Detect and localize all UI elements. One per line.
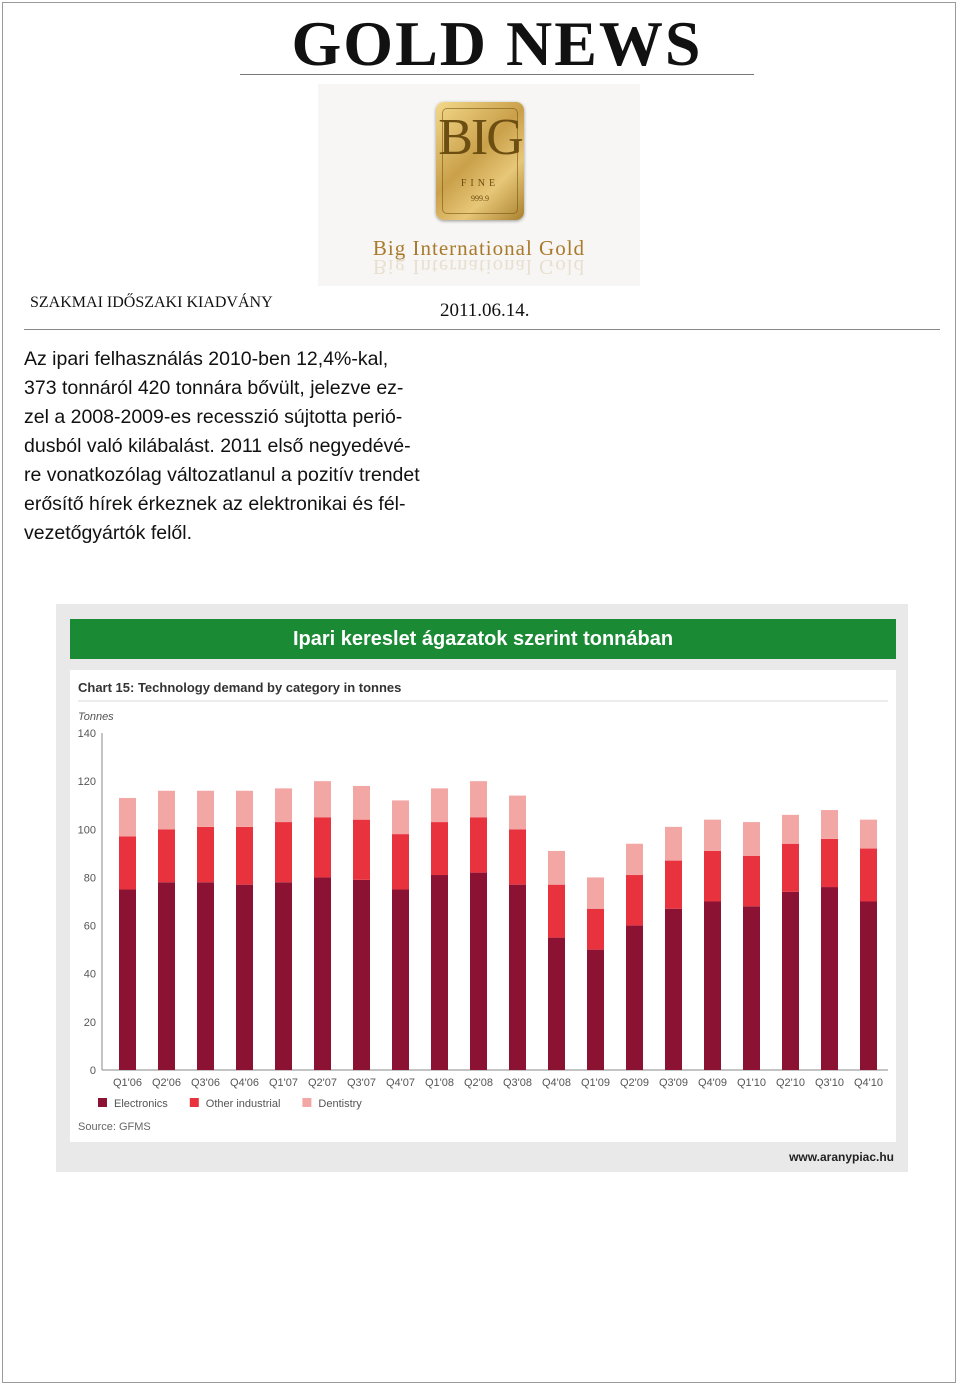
x-tick-label: Q1'06 bbox=[112, 1077, 143, 1089]
legend-swatch bbox=[98, 1098, 107, 1107]
bar-segment-other-industrial bbox=[470, 817, 487, 872]
y-tick-label: 80 bbox=[83, 872, 96, 885]
bar-segment-electronics bbox=[821, 887, 838, 1070]
article-line: erősítő hírek érkeznek az elektronikai és fél- bbox=[24, 493, 406, 515]
bar-segment-electronics bbox=[392, 889, 409, 1070]
bar-segment-electronics bbox=[353, 880, 370, 1070]
x-tick-label: Q2'09 bbox=[619, 1077, 650, 1089]
bar-segment-dentistry bbox=[548, 851, 565, 885]
chart-source: Source: GFMS bbox=[78, 1121, 151, 1133]
x-tick-label: Q2'07 bbox=[307, 1077, 338, 1089]
legend-swatch bbox=[190, 1098, 199, 1107]
bar-segment-electronics bbox=[626, 926, 643, 1070]
x-tick-label: Q3'08 bbox=[502, 1077, 533, 1089]
y-tick-label: 40 bbox=[83, 968, 96, 981]
bar-segment-other-industrial bbox=[743, 856, 760, 907]
masthead-title: GOLD NEWS bbox=[291, 8, 703, 79]
y-tick-label: 60 bbox=[83, 920, 96, 933]
bar-segment-other-industrial bbox=[236, 827, 253, 885]
x-tick-label: Q3'06 bbox=[190, 1077, 221, 1089]
bar-segment-other-industrial bbox=[626, 875, 643, 926]
bar-segment-electronics bbox=[275, 882, 292, 1070]
bar-segment-other-industrial bbox=[275, 822, 292, 882]
bar-segment-dentistry bbox=[275, 788, 292, 822]
article-line: dusból való kilábalást. 2011 első negyedévé- bbox=[24, 435, 411, 457]
bar-segment-electronics bbox=[548, 938, 565, 1070]
gold-bar-purity: 999.9 bbox=[471, 194, 489, 203]
bar-segment-other-industrial bbox=[509, 829, 526, 884]
x-tick-label: Q3'10 bbox=[814, 1077, 845, 1089]
bar-segment-dentistry bbox=[353, 786, 370, 820]
publication-label: SZAKMAI IDŐSZAKI KIADVÁNY bbox=[30, 294, 273, 311]
bar-segment-dentistry bbox=[314, 781, 331, 817]
bar-segment-other-industrial bbox=[782, 844, 799, 892]
brand-name-reflection: Big International Gold bbox=[372, 255, 586, 279]
y-tick-label: 140 bbox=[77, 728, 96, 740]
legend-label: Dentistry bbox=[318, 1098, 362, 1110]
bar-segment-electronics bbox=[782, 892, 799, 1070]
publication-date: 2011.06.14. bbox=[440, 300, 530, 321]
y-axis-label: Tonnes bbox=[78, 711, 114, 723]
bar-segment-electronics bbox=[509, 885, 526, 1070]
x-tick-label: Q3'09 bbox=[658, 1077, 689, 1089]
x-tick-label: Q1'10 bbox=[736, 1077, 767, 1089]
x-tick-label: Q4'06 bbox=[229, 1077, 260, 1089]
gold-bar-fine: FINE bbox=[460, 178, 500, 189]
brand-name: Big International Gold bbox=[372, 236, 586, 260]
bar-segment-dentistry bbox=[509, 796, 526, 830]
bar-segment-dentistry bbox=[587, 877, 604, 908]
bar-segment-other-industrial bbox=[587, 909, 604, 950]
bar-segment-dentistry bbox=[743, 822, 760, 856]
x-tick-label: Q2'08 bbox=[463, 1077, 494, 1089]
x-tick-label: Q1'08 bbox=[424, 1077, 455, 1089]
bar-segment-other-industrial bbox=[392, 834, 409, 889]
x-tick-label: Q2'10 bbox=[775, 1077, 806, 1089]
bar-segment-other-industrial bbox=[821, 839, 838, 887]
bar-segment-electronics bbox=[158, 882, 175, 1070]
bar-segment-other-industrial bbox=[704, 851, 721, 902]
x-tick-label: Q4'09 bbox=[697, 1077, 728, 1089]
bar-segment-electronics bbox=[704, 902, 721, 1071]
bar-segment-other-industrial bbox=[665, 861, 682, 909]
x-tick-label: Q3'07 bbox=[346, 1077, 377, 1089]
big-international-gold-logo bbox=[318, 84, 640, 286]
bar-segment-dentistry bbox=[821, 810, 838, 839]
bar-segment-electronics bbox=[665, 909, 682, 1070]
bar-segment-dentistry bbox=[626, 844, 643, 875]
bar-segment-electronics bbox=[236, 885, 253, 1070]
article-line: zel a 2008-2009-es recesszió sújtotta perió- bbox=[24, 406, 403, 428]
bar-segment-other-industrial bbox=[314, 817, 331, 877]
header-rule bbox=[24, 329, 940, 330]
bar-segment-dentistry bbox=[158, 791, 175, 830]
bar-segment-dentistry bbox=[236, 791, 253, 827]
legend-label: Electronics bbox=[114, 1098, 168, 1110]
bar-segment-electronics bbox=[470, 873, 487, 1070]
bar-segment-other-industrial bbox=[353, 820, 370, 880]
bar-segment-electronics bbox=[743, 906, 760, 1070]
bar-segment-other-industrial bbox=[860, 849, 877, 902]
x-tick-label: Q4'07 bbox=[385, 1077, 416, 1089]
bar-segment-dentistry bbox=[665, 827, 682, 861]
x-tick-label: Q1'09 bbox=[580, 1077, 611, 1089]
x-tick-label: Q4'08 bbox=[541, 1077, 572, 1089]
chart-panel bbox=[70, 670, 896, 1142]
bar-segment-dentistry bbox=[431, 788, 448, 822]
x-tick-label: Q4'10 bbox=[853, 1077, 884, 1089]
masthead-rule bbox=[240, 74, 754, 75]
bar-segment-electronics bbox=[197, 882, 214, 1070]
bar-segment-dentistry bbox=[782, 815, 799, 844]
y-tick-label: 0 bbox=[89, 1065, 96, 1077]
bar-segment-other-industrial bbox=[119, 837, 136, 890]
bar-segment-dentistry bbox=[197, 791, 214, 827]
bar-segment-dentistry bbox=[119, 798, 136, 837]
gold-bar-stamp: BIG bbox=[438, 109, 522, 166]
article-line: 373 tonnáról 420 tonnára bővült, jelezve ez- bbox=[24, 377, 404, 399]
bar-segment-dentistry bbox=[470, 781, 487, 817]
x-tick-label: Q1'07 bbox=[268, 1077, 299, 1089]
bar-segment-other-industrial bbox=[158, 829, 175, 882]
y-tick-label: 120 bbox=[77, 776, 96, 789]
article-line: re vonatkozólag változatlanul a pozitív trendet bbox=[24, 464, 420, 486]
article-line: Az ipari felhasználás 2010-ben 12,4%-kal, bbox=[24, 348, 389, 370]
bar-segment-electronics bbox=[860, 902, 877, 1071]
bar-segment-electronics bbox=[587, 950, 604, 1070]
article-line: vezetőgyártók felől. bbox=[24, 522, 193, 544]
bar-segment-electronics bbox=[431, 875, 448, 1070]
gold-bar-icon bbox=[436, 102, 524, 220]
bar-segment-other-industrial bbox=[197, 827, 214, 882]
x-tick-label: Q2'06 bbox=[151, 1077, 182, 1089]
chart-banner-title: Ipari kereslet ágazatok szerint tonnában bbox=[70, 619, 896, 659]
bar-segment-dentistry bbox=[704, 820, 721, 851]
bar-segment-other-industrial bbox=[431, 822, 448, 875]
technology-demand-chart bbox=[70, 670, 896, 1142]
bar-segment-electronics bbox=[314, 877, 331, 1070]
bar-segment-dentistry bbox=[860, 820, 877, 849]
legend-swatch bbox=[302, 1098, 311, 1107]
legend-label: Other industrial bbox=[205, 1098, 281, 1110]
source-url: www.aranypiac.hu bbox=[789, 1150, 894, 1164]
y-tick-label: 100 bbox=[77, 824, 96, 837]
bar-segment-other-industrial bbox=[548, 885, 565, 938]
chart-title: Chart 15: Technology demand by category in tonnes bbox=[78, 680, 402, 695]
y-tick-label: 20 bbox=[83, 1016, 96, 1029]
article-paragraph bbox=[24, 345, 484, 548]
bar-segment-dentistry bbox=[392, 800, 409, 834]
bar-segment-electronics bbox=[119, 889, 136, 1070]
